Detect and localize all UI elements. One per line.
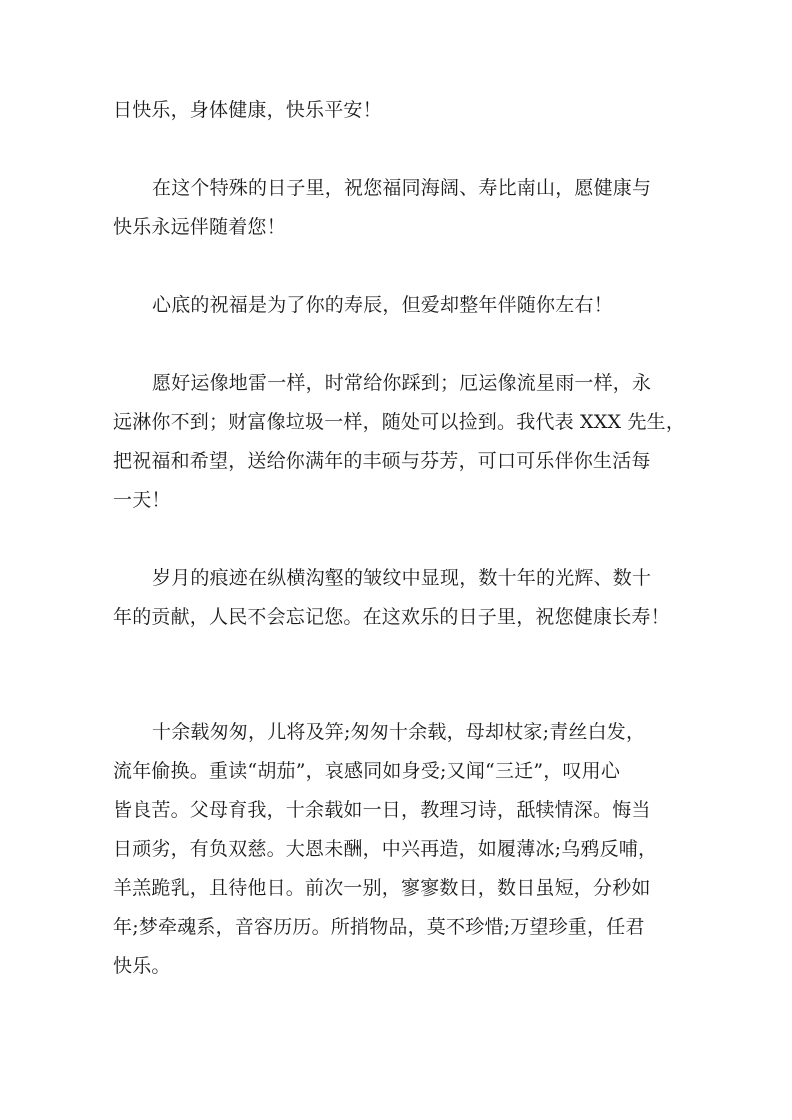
text-line: 皆良苦。父母育我，十余载如一日，教理习诗，舐犊情深。悔当 <box>113 799 651 821</box>
text-line: 流年偷换。重读“胡茄”，哀感同如身受;又闻“三迁”，叹用心 <box>113 760 621 782</box>
text-line: 年;梦牵魂系，音容历历。所捎物品，莫不珍惜;万望珍重，任君 <box>113 916 645 938</box>
text-line: 日快乐，身体健康，快乐平安！ <box>113 99 382 121</box>
text-line: 十余载匆匆，儿将及笄;匆匆十余载，母却杖家;青丝白发， <box>152 721 646 743</box>
text-line: 把祝福和希望，送给你满年的丰硕与芬芳，可口可乐伴你生活每 <box>113 450 651 472</box>
text-line: 心底的祝福是为了你的寿辰，但爱却整年伴随你左右！ <box>152 294 613 316</box>
text-line: 岁月的痕迹在纵横沟壑的皱纹中显现，数十年的光辉、数十 <box>152 567 652 589</box>
text-line: 日顽劣，有负双慈。大恩未酬，中兴再造，如履薄冰;乌鸦反哺， <box>113 838 658 860</box>
text-line: 年的贡献，人民不会忘记您。在这欢乐的日子里，祝您健康长寿！ <box>113 606 670 628</box>
text-line: 愿好运像地雷一样，时常给你踩到；厄运像流星雨一样，永 <box>152 372 652 394</box>
text-line: 快乐永远伴随着您！ <box>113 216 286 238</box>
text-line: 远淋你不到；财富像垃圾一样，随处可以捡到。我代表 XXX 先生， <box>113 411 686 433</box>
text-line: 在这个特殊的日子里，祝您福同海阔、寿比南山，愿健康与 <box>152 177 652 199</box>
text-line: 一天！ <box>113 489 171 511</box>
text-line: 羊羔跪乳，且待他日。前次一别，寥寥数日，数日虽短，分秒如 <box>113 877 651 899</box>
text-line: 快乐。 <box>113 955 171 977</box>
